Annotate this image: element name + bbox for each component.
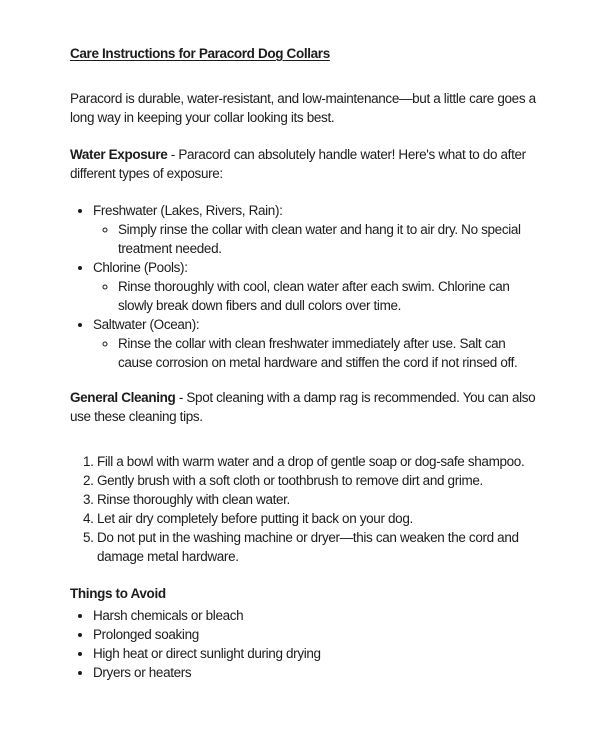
exposure-sublist [93, 277, 536, 315]
avoid-item: • High heat or direct sunlight during drying [93, 644, 536, 663]
exposure-sublist [93, 334, 536, 372]
cleaning-step: Let air dry completely before putting it back on your dog. [97, 511, 413, 526]
water-exposure-body: - Paracord can absolutely handle water! Here's what to do after different types of exposure: [70, 147, 526, 181]
exposure-item-detail: ◦ Rinse the collar with clean freshwater immediately after use. Salt can cause corrosion on metal hardware and stiffen the cord if not rinsed off. [118, 334, 536, 372]
general-cleaning-paragraph [70, 388, 536, 426]
cleaning-step: Do not put in the washing machine or dryer—this can weaken the cord and damage metal hardware. [97, 530, 519, 564]
exposure-item-saltwater [93, 315, 536, 372]
water-exposure-paragraph [70, 145, 536, 183]
exposure-item-detail: ◦ Rinse thoroughly with cool, clean water after each swim. Chlorine can slowly break down fibers and dull colors over time. [118, 277, 536, 315]
cleaning-step: Fill a bowl with warm water and a drop of gentle soap or dog-safe shampoo. [97, 454, 525, 469]
exposure-item-freshwater [93, 201, 536, 258]
cleaning-step: Gently brush with a soft cloth or toothbrush to remove dirt and grime. [97, 473, 483, 488]
avoid-item: • Dryers or heaters [93, 663, 536, 682]
exposure-item-label: Chlorine (Pools): [93, 260, 188, 275]
general-cleaning-heading: General Cleaning [70, 390, 176, 405]
exposure-sublist [93, 220, 536, 258]
avoid-item: • Prolonged soaking [93, 625, 536, 644]
cleaning-steps-list [70, 452, 536, 566]
things-to-avoid-heading: Things to Avoid [70, 586, 166, 601]
intro-paragraph: Paracord is durable, water-resistant, and low-maintenance—but a little care goes a long way in keeping your collar looking its best. [70, 91, 536, 125]
exposure-item-label: Saltwater (Ocean): [93, 317, 200, 332]
water-exposure-list [70, 201, 536, 372]
water-exposure-heading: Water Exposure [70, 147, 168, 162]
things-to-avoid-list [70, 606, 536, 682]
cleaning-step: Rinse thoroughly with clean water. [97, 492, 290, 507]
general-cleaning-body: - Spot cleaning with a damp rag is recommended. You can also use these cleaning tips. [70, 390, 536, 424]
avoid-item: • Harsh chemicals or bleach [93, 606, 536, 625]
exposure-item-chlorine [93, 258, 536, 315]
exposure-item-label: Freshwater (Lakes, Rivers, Rain): [93, 203, 283, 218]
document-title: Care Instructions for Paracord Dog Collars [70, 46, 330, 61]
exposure-item-detail: ◦ Simply rinse the collar with clean water and hang it to air dry. No special treatment needed. [118, 220, 536, 258]
